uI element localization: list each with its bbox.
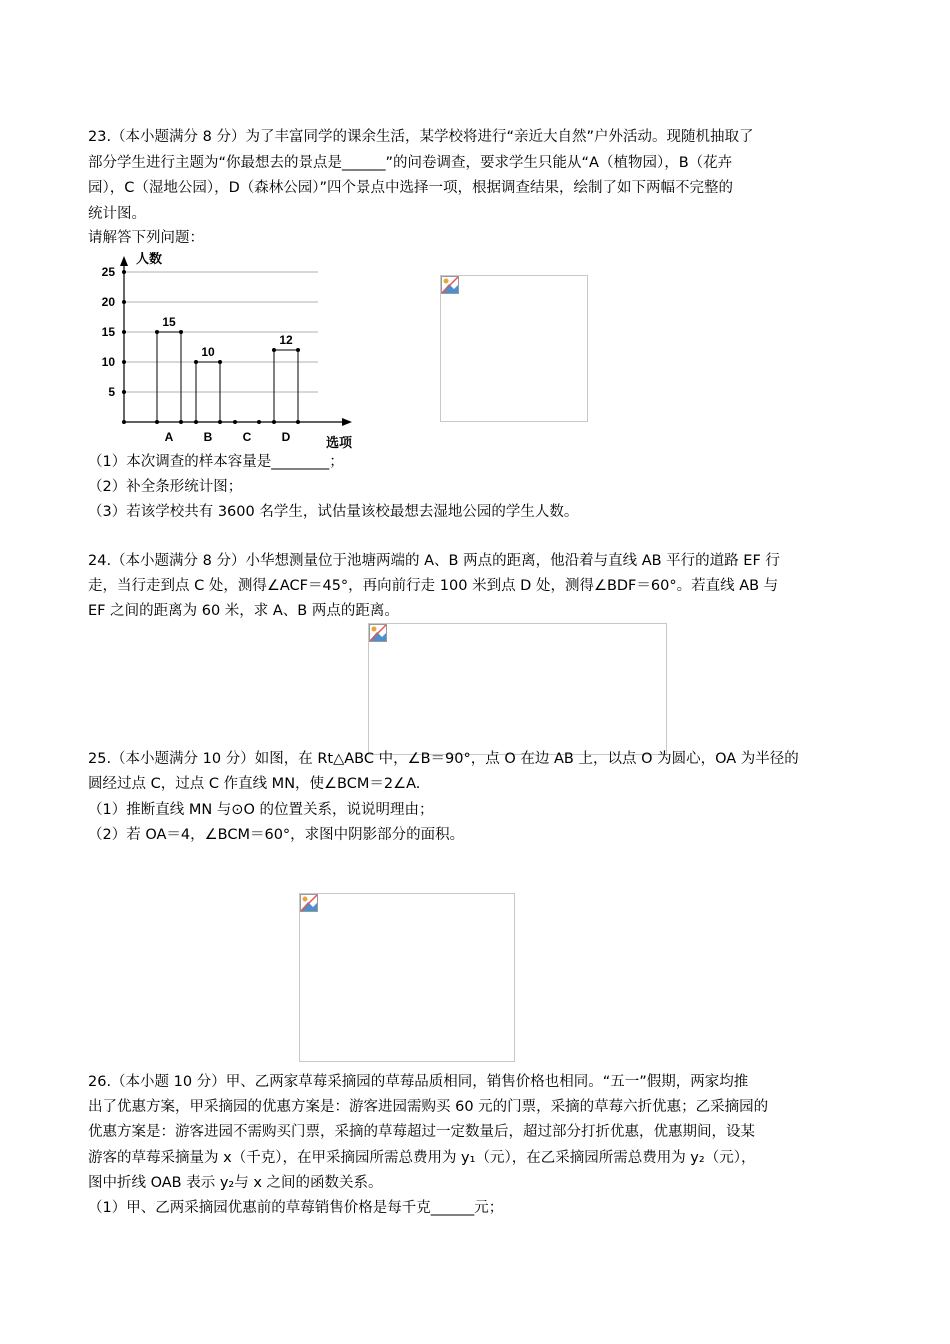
- q24-text-line-3: EF 之间的距离为 60 米，求 A、B 两点的距离。: [88, 603, 399, 619]
- broken-image-icon: [300, 894, 318, 912]
- x-tick-label: D: [281, 430, 291, 444]
- y-axis-arrow: [120, 256, 128, 266]
- bar-corner-dot: [296, 348, 300, 352]
- bar-corner-dot: [155, 330, 159, 334]
- y-tick-dot: [122, 330, 126, 334]
- y-tick-dot: [122, 390, 126, 394]
- bar-corner-dot: [218, 360, 222, 364]
- y-tick-label: 10: [101, 355, 115, 369]
- q25-text-line-1: 25.（本小题满分 10 分）如图，在 Rt△ABC 中，∠B＝90°，点 O 在边 AB 上，以点 O 为圆心，OA 为半径的: [88, 751, 799, 767]
- x-tick-label: A: [164, 430, 174, 444]
- bar-corner-dot: [272, 348, 276, 352]
- x-tick-label: B: [203, 430, 213, 444]
- q26-text-line-6: （1）甲、乙两采摘园优惠前的草莓销售价格是每千克______元；: [88, 1200, 504, 1216]
- y-tick-dot: [122, 360, 126, 364]
- x-axis-title: 选项: [326, 435, 353, 450]
- bar: [157, 332, 181, 422]
- q23-text-line-4: 统计图。: [88, 206, 146, 222]
- x-base-dot: [257, 420, 261, 424]
- q23-text-line-3: 园），C（湿地公园），D（森林公园）”四个景点中选择一项，根据调查结果，绘制了如下两幅不完整的: [88, 180, 734, 196]
- origin-dot: [122, 420, 126, 424]
- q23-text-line-1: 23.（本小题满分 8 分）为了丰富同学的课余生活，某学校将进行“亲近大自然”户外活动。现随机抽取了: [88, 129, 754, 145]
- x-tick-label: C: [242, 430, 252, 444]
- q26-text-line-5: 图中折线 OAB 表示 y₂与 x 之间的函数关系。: [88, 1175, 383, 1191]
- q25-text-line-4: （2）若 OA＝4，∠BCM＝60°，求图中阴影部分的面积。: [88, 827, 465, 843]
- q25-text-line-3: （1）推断直线 MN 与⊙O 的位置关系，说说明理由；: [88, 802, 434, 818]
- bar: [274, 350, 298, 422]
- q26-text-line-1: 26.（本小题 10 分）甲、乙两家草莓采摘园的草莓品质相同，销售价格也相同。“五一”假期，两家均推: [88, 1074, 749, 1090]
- y-tick-label: 25: [101, 265, 115, 279]
- x-base-dot: [233, 420, 237, 424]
- y-tick-label: 15: [101, 325, 115, 339]
- y-tick-dot: [122, 270, 126, 274]
- bar-corner-dot: [179, 330, 183, 334]
- q23-text-line-2: 部分学生进行主题为“你最想去的景点是______”的问卷调查，要求学生只能从“A（植物园），B（花卉: [88, 155, 733, 171]
- broken-image-icon: [369, 624, 387, 642]
- q23-text-line-5: 请解答下列问题：: [88, 230, 204, 246]
- data-label: 12: [279, 333, 293, 347]
- pie-chart-image-placeholder: [440, 275, 588, 422]
- q23-sub-question-1: （1）本次调查的样本容量是________；: [88, 454, 344, 470]
- q26-text-line-3: 优惠方案是：游客进园不需购买门票，采摘的草莓超过一定数量后，超过部分打折优惠，优惠期间，设某: [88, 1124, 755, 1140]
- data-label: 10: [201, 345, 215, 359]
- q26-text-line-4: 游客的草莓采摘量为 x（千克），在甲采摘园所需总费用为 y₁（元），在乙采摘园所需总费用为 y₂（元），: [88, 1150, 756, 1166]
- q25-figure-placeholder: [299, 893, 515, 1062]
- bar-corner-dot: [194, 360, 198, 364]
- q24-text-line-2: 走，当行走到点 C 处，测得∠ACF＝45°，再向前行走 100 米到点 D 处，测得∠BDF＝60°。若直线 AB 与: [88, 578, 779, 594]
- broken-image-icon: [441, 276, 459, 294]
- q23-sub-question-2: （2）补全条形统计图；: [88, 479, 243, 495]
- y-axis-title: 人数: [136, 252, 163, 266]
- y-tick-label: 5: [108, 385, 115, 399]
- bar-chart: [88, 252, 378, 457]
- q24-figure-placeholder: [368, 623, 667, 755]
- y-tick-label: 20: [101, 295, 115, 309]
- x-axis-arrow: [342, 418, 352, 426]
- data-label: 15: [162, 315, 176, 329]
- q25-text-line-2: 圆经过点 C，过点 C 作直线 MN，使∠BCM＝2∠A.: [88, 776, 421, 792]
- q24-text-line-1: 24.（本小题满分 8 分）小华想测量位于池塘两端的 A、B 两点的距离，他沿着与直线 AB 平行的道路 EF 行: [88, 553, 780, 569]
- q23-sub-question-3: （3）若该学校共有 3600 名学生，试估量该校最想去湿地公园的学生人数。: [88, 504, 579, 520]
- q26-text-line-2: 出了优惠方案，甲采摘园的优惠方案是：游客进园需购买 60 元的门票，采摘的草莓六折优惠；乙采摘园的: [88, 1099, 769, 1115]
- y-tick-dot: [122, 300, 126, 304]
